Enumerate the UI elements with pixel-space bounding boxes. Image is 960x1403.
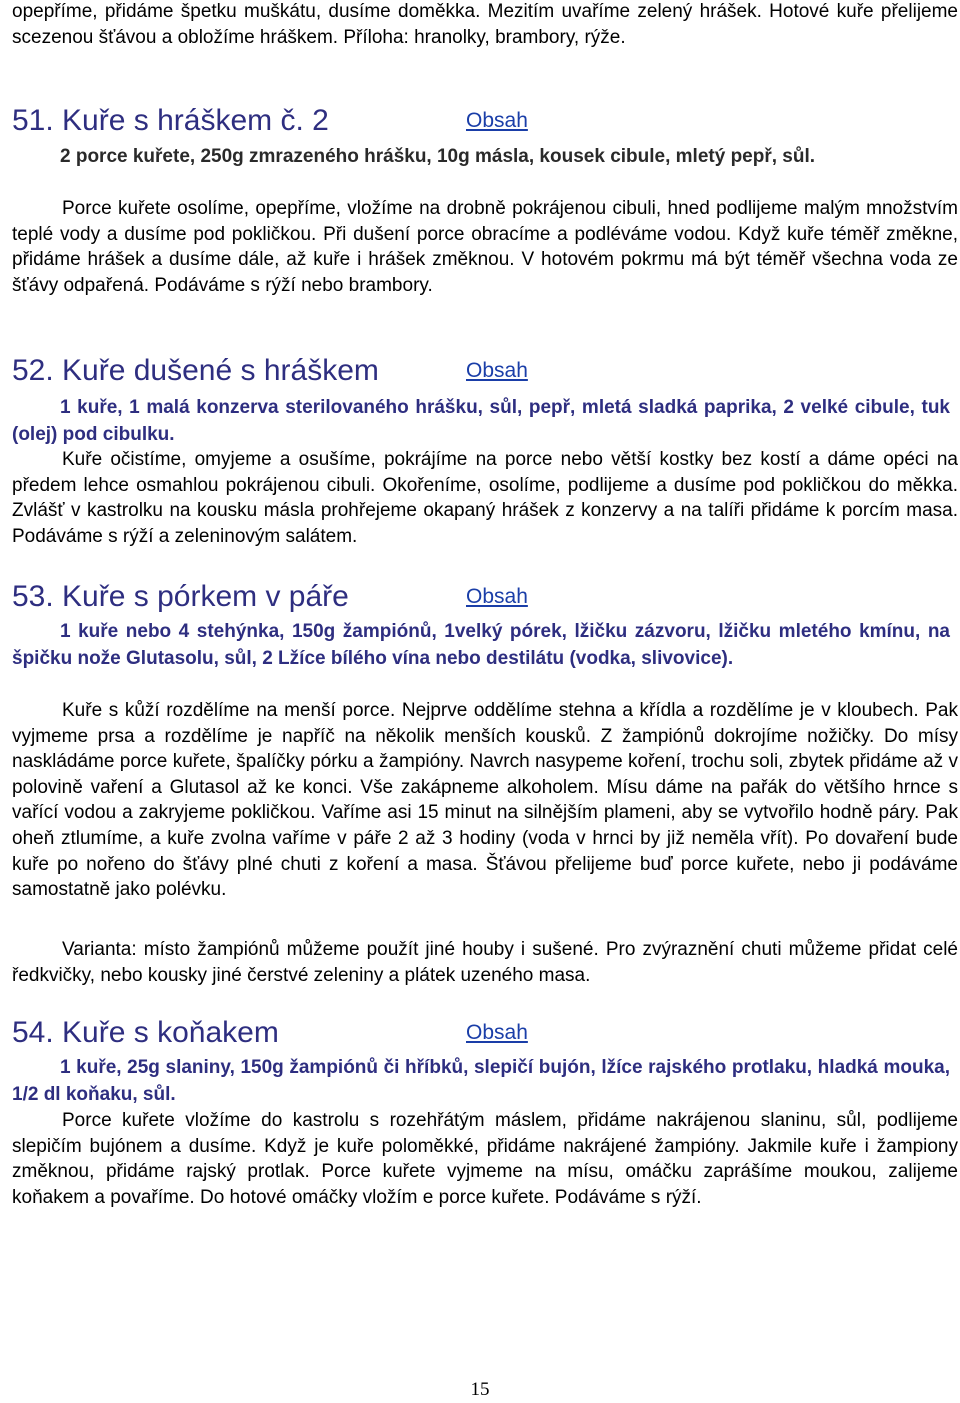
recipe-title: 51. Kuře s hráškem č. 2 [12, 104, 329, 137]
obsah-link[interactable]: Obsah [466, 1021, 528, 1044]
obsah-link[interactable]: Obsah [466, 585, 528, 608]
recipe-51-method: Porce kuřete osolíme, opepříme, vložíme na drobně pokrájenou cibuli, hned podlijeme malým množstvím teplé vody a dusíme pod pokličkou. Při dušení porce obracíme a podléváme vodou. Když kuře téměř změkne, přidáme hrášek a dusíme dále, až kuře i hrášek změknou. V hotovém pokrmu má být téměř všechna voda ze šťávy odpařená. Podáváme s rýží nebo brambory. [12, 198, 958, 296]
page-number: 15 [470, 1379, 490, 1400]
recipe-53-variant: Varianta: místo žampiónů můžeme použít jiné houby i sušené. Pro zvýraznění chuti můžeme přidat celé ředkvičky, nebo kousky jiné čerstvé zeleniny a plátek uzeného masa. [12, 939, 958, 986]
recipe-title: 54. Kuře s koňakem [12, 1016, 279, 1049]
recipe-53-method: Kuře s kůží rozdělíme na menší porce. Nejprve oddělíme stehna a křídla a rozdělíme je v kloubech. Pak vyjmeme prsa a rozdělíme je napříč na několik menších kousků. Z žampiónů dokrojíme nožičky. Do mísy naskládáme porce kuřete, špalíčky pórku a žampióny. Navrch nasypeme koření, trochu soli, zbytek přidáme až v polovině vaření a Glutasol až ke konci. Vše zakápneme alkoholem. Mísu dáme na pařák do většího hrnce s vařící vodou a zakryjeme pokličkou. Vaříme asi 15 minut na silnějším plameni, aby se vytvořilo hodně páry. Pak oheň ztlumíme, a kuře zvolna vaříme v páře 2 až 3 hodiny (voda v hrnci by již neměla vřít). Po dovaření bude kuře po nořeno do šťávy plné chuti z koření a masa. Šťávou přelijeme buď porce kuřete, nebo ji podáváme samostatně jako polévku. [12, 700, 958, 901]
intro-paragraph: opepříme, přidáme špetku muškátu, dusíme doměkka. Mezitím uvaříme zelený hrášek. Hotové kuře přelijeme scezenou šťávou a obložíme hráškem. Příloha: hranolky, brambory, rýže. [12, 1, 958, 48]
recipe-52-method: Kuře očistíme, omyjeme a osušíme, pokrájíme na porce nebo větší kostky bez kostí a dáme opéci na předem lehce osmahlou pokrájenou cibuli. Okořeníme, osolíme, podlijeme a dusíme pod pokličkou do měkka. Zvlášť v kastrolku na kousku másla prohřejeme okapaný hrášek z konzervy a na talíři přidáme k porcím masa. Podáváme s rýží a zeleninovým salátem. [12, 449, 958, 547]
recipe-54-ingredients: 1 kuře, 25g slaniny, 150g žampiónů či hříbků, slepičí bujón, lžíce rajského protlaku, hladká mouka, 1/2 dl koňaku, sůl. [12, 1057, 950, 1105]
recipe-title: 53. Kuře s pórkem v páře [12, 580, 349, 613]
recipe-51-heading [12, 104, 958, 138]
recipe-title: 52. Kuře dušené s hráškem [12, 354, 379, 387]
recipe-53-heading [12, 580, 958, 614]
recipe-51-ingredients: 2 porce kuřete, 250g zmrazeného hrášku, 10g másla, kousek cibule, mletý pepř, sůl. [60, 146, 816, 167]
obsah-link[interactable]: Obsah [466, 359, 528, 382]
recipe-54-method: Porce kuřete vložíme do kastrolu s rozehřátým máslem, přidáme nakrájenou slaninu, sůl, podlijeme slepičím bujónem a dusíme. Když je kuře poloměkké, přidáme nakrájené žampióny. Jakmile kuře i žampiony změknou, přidáme rajský protlak. Porce kuřete vyjmeme na mísu, omáčku zaprášíme moukou, zalijeme koňakem a povaříme. Do hotové omáčky vložím e porce kuřete. Podáváme s rýží. [12, 1110, 958, 1208]
obsah-link[interactable]: Obsah [466, 109, 528, 132]
recipe-52-ingredients: 1 kuře, 1 malá konzerva sterilovaného hrášku, sůl, pepř, mletá sladká paprika, 2 velké cibule, tuk (olej) pod cibulku. [12, 397, 950, 445]
recipe-52-heading [12, 354, 958, 388]
recipe-54-heading [12, 1016, 958, 1050]
recipe-53-ingredients: 1 kuře nebo 4 stehýnka, 150g žampiónů, 1velký pórek, lžičku zázvoru, lžičku mletého kmínu, na špičku nože Glutasolu, sůl, 2 Lžíce bílého vína nebo destilátu (vodka, slivovice). [12, 621, 950, 669]
